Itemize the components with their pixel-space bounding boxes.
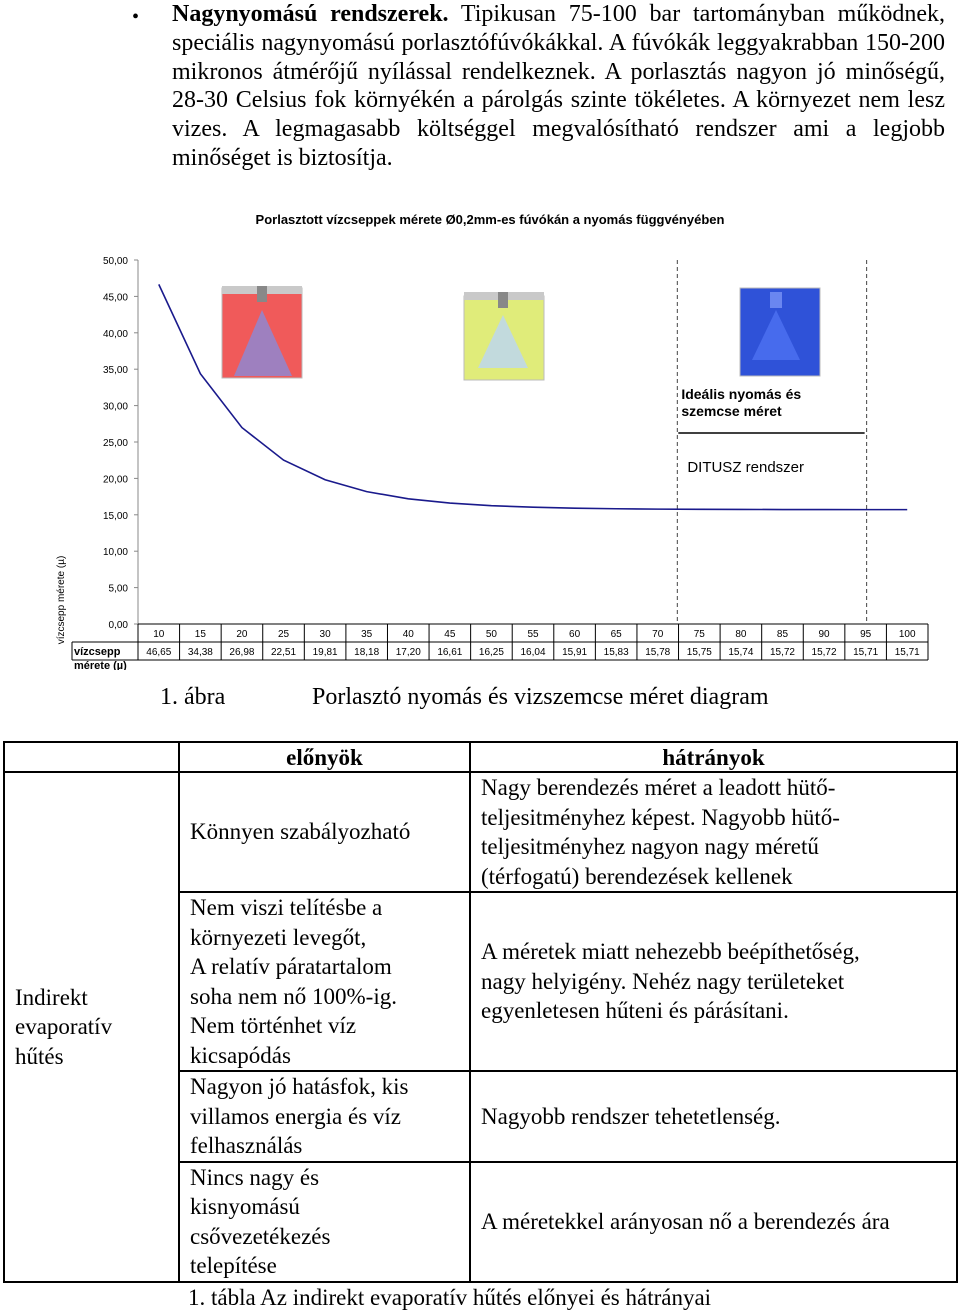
- comparison-table: [3, 741, 958, 1283]
- header-cons: hátrányok: [470, 742, 957, 772]
- pro-text-line: kicsapódás: [190, 1042, 291, 1068]
- x-tick-label: 25: [277, 629, 290, 640]
- intro-paragraph: [172, 0, 945, 173]
- x-tick-label: 45: [444, 629, 456, 640]
- con-text-line: A méretekkel arányosan nő a berendezés ára: [481, 1208, 890, 1234]
- pro-text-line: soha nem nő 100%-ig.: [190, 983, 397, 1009]
- con-text-line: Nagy berendezés méret a leadott hütő-: [481, 775, 836, 800]
- row-label: [4, 772, 179, 1282]
- pro-cell: [179, 1071, 470, 1162]
- data-label: 15,78: [645, 647, 671, 658]
- data-label: 17,20: [395, 647, 421, 658]
- y-tick-label: 20,00: [102, 474, 128, 486]
- data-label: 15,72: [769, 647, 795, 658]
- x-tick-label: 85: [776, 629, 789, 640]
- header-pros: előnyök: [179, 742, 470, 772]
- con-text-line: nagy helyigény. Nehéz nagy területeket: [481, 968, 845, 994]
- data-label: 15,83: [603, 647, 629, 658]
- con-cell: [470, 1071, 957, 1162]
- pro-text-line: Könnyen szabályozható: [190, 819, 411, 845]
- x-tick-label: 75: [693, 629, 705, 640]
- x-tick-label: 20: [236, 629, 248, 640]
- x-tick-label: 70: [652, 629, 664, 640]
- pro-text-line: A relatív páratartalom: [190, 954, 392, 979]
- con-text-line: egyenletesen hűteni és párásítani.: [481, 998, 789, 1024]
- figure-caption: Porlasztó nyomás és vizszemcse méret diagram: [312, 684, 769, 710]
- y-tick-label: 50,00: [102, 256, 128, 267]
- x-tick-label: 80: [735, 629, 747, 640]
- x-tick-label: 35: [361, 629, 373, 640]
- intro-text: Tipikusan 75-100 bar tartományban működnek, speciális nagynyomású porlasztófúvókákkal. A fúvókák leggyakrabban 150-200 mikronos átmérőjű nyílással rendelkeznek. A porlasztás nagyon jó minőségű, 28-30 Celsius fok környékén a párolgás szinte tökéletes. A környezet nem lesz vizes. A legmagasabb költséggel megvalósítható rendszer ami a legjobb minőséget is biztosítja.: [172, 1, 945, 171]
- y-tick-label: 40,00: [102, 328, 128, 340]
- pro-cell: [179, 892, 470, 1071]
- nozzle-image-yellow: [464, 292, 544, 380]
- annotation-system: DITUSZ rendszer: [687, 459, 805, 476]
- pro-text-line: kisnyomású: [190, 1194, 300, 1219]
- row-label-line: hűtés: [15, 1043, 64, 1069]
- con-cell: [470, 772, 957, 892]
- x-tick-label: 40: [402, 629, 414, 640]
- x-tick-label: 30: [319, 629, 331, 640]
- x-tick-label: 95: [860, 629, 872, 640]
- chart-title: Porlasztott vízcseppek mérete Ø0,2mm-es fúvókán a nyomás függvényében: [255, 212, 725, 227]
- con-text-line: A méretek miatt nehezebb beépíthetőség,: [481, 939, 860, 965]
- row-label-line: Indirekt: [15, 984, 88, 1010]
- con-text-line: teljesitményhez képest. Nagyobb hütő-: [481, 804, 840, 830]
- x-tick-label: 15: [194, 629, 206, 640]
- con-text-line: teljesitményhez nagyon nagy méretű: [481, 834, 819, 859]
- x-tick-label: 100: [898, 629, 916, 640]
- y-tick-label: 25,00: [102, 438, 128, 449]
- data-label: 15,75: [686, 647, 712, 658]
- bullet-marker: •: [132, 6, 140, 28]
- table-row-label: mérete (µ): [74, 660, 127, 670]
- nozzle-image-blue: [740, 288, 820, 376]
- data-label: 34,38: [187, 647, 213, 658]
- pro-text-line: csővezetékezés: [190, 1223, 331, 1249]
- table-header-row: [4, 742, 957, 772]
- data-label: 15,72: [811, 647, 837, 658]
- data-label: 15,91: [562, 647, 588, 658]
- pressure-droplet-chart: [0, 200, 960, 670]
- data-label: 46,65: [146, 647, 172, 658]
- y-tick-label: 45,00: [102, 292, 128, 304]
- y-tick-label: 30,00: [102, 401, 128, 413]
- x-tick-label: 65: [610, 629, 622, 640]
- pro-text-line: Nagyon jó hatásfok, kis: [190, 1074, 409, 1099]
- data-label: 15,71: [853, 647, 879, 658]
- x-tick-label: 55: [527, 629, 539, 640]
- con-cell: [470, 1162, 957, 1282]
- y-tick-label: 5,00: [108, 583, 128, 595]
- data-label: 22,51: [271, 647, 297, 658]
- pro-text-line: felhasználás: [190, 1133, 303, 1158]
- con-text-line: (térfogatú) berendezések kellenek: [481, 863, 793, 889]
- pro-cell: [179, 772, 470, 892]
- row-label-line: evaporatív: [15, 1014, 113, 1039]
- con-cell: [470, 892, 957, 1071]
- annotation-ideal-line2: szemcse méret: [681, 403, 782, 419]
- y-tick-label: 0,00: [108, 620, 128, 631]
- data-label: 16,25: [478, 647, 504, 658]
- y-tick-label: 35,00: [102, 365, 128, 377]
- x-tick-label: 90: [818, 629, 830, 640]
- table-corner-cell: [4, 742, 179, 772]
- pro-text-line: villamos energia és víz: [190, 1103, 401, 1129]
- data-label: 18,18: [354, 647, 380, 658]
- data-label: 16,04: [520, 647, 546, 658]
- data-label: 16,61: [437, 647, 463, 658]
- table-row-label: vízcsepp: [74, 646, 121, 658]
- y-tick-label: 10,00: [102, 547, 128, 559]
- table-caption: 1. tábla Az indirekt evaporatív hűtés előnyei és hátrányai: [188, 1285, 712, 1310]
- x-tick-label: 50: [485, 629, 497, 640]
- y-tick-label: 15,00: [102, 510, 128, 522]
- pro-text-line: Nincs nagy és: [190, 1164, 320, 1190]
- con-text-line: Nagyobb rendszer tehetetlenség.: [481, 1103, 781, 1129]
- pro-text-line: telepítése: [190, 1253, 277, 1278]
- pro-text-line: Nem viszi telítésbe a: [190, 895, 383, 920]
- data-label: 26,98: [229, 647, 255, 658]
- annotation-ideal-line1: Ideális nyomás és: [681, 386, 802, 402]
- pro-cell: [179, 1162, 470, 1282]
- data-label: 15,71: [894, 647, 920, 658]
- y-axis-label: vízcsepp mérete (µ): [56, 555, 67, 645]
- bold-term: Nagynyomású rendszerek.: [172, 1, 449, 27]
- pro-text-line: Nem történhet víz: [190, 1013, 357, 1038]
- nozzle-image-red: [222, 286, 302, 378]
- data-label: 15,74: [728, 647, 754, 658]
- x-tick-label: 60: [569, 629, 581, 640]
- data-label: 19,81: [312, 647, 338, 658]
- pro-text-line: környezeti levegőt,: [190, 924, 367, 950]
- figure-number: 1. ábra: [160, 684, 226, 710]
- table-row: [4, 772, 957, 892]
- x-tick-label: 10: [153, 629, 165, 640]
